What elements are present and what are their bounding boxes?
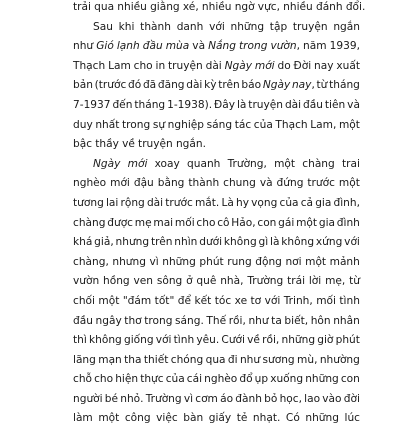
text-line: Sau khi thành danh với những tập truyện ngắn	[93, 20, 360, 33]
text-line: chối một "đám tốt" để kết tóc xe tơ với Trinh, mối tình	[73, 294, 360, 307]
text-line: lãng mạn tha thiết chóng qua đi như sương mù, nhường	[73, 353, 360, 366]
text-line: nghèo mới đậu bằng thành chung và đứng trước một	[73, 177, 360, 190]
text-line: đầu ngây thơ trong sáng. Thế rồi, như ta biết, hôn nhân	[73, 314, 360, 327]
text-line: chỗ cho hiện thực của cái nghèo đổ ụp xuống những con	[73, 373, 360, 386]
text-line: như Gió lạnh đầu mùa và Nắng trong vườn, năm 1939,	[73, 40, 360, 53]
text-line: chàng được mẹ mai mối cho cô Hảo, con gái một gia đình	[73, 216, 360, 229]
text-line: duy nhất trong sự nghiệp sáng tác của Thạch Lam, một	[73, 118, 360, 131]
text-line: 7-1937 đến tháng 1-1938). Đây là truyện dài đầu tiên và	[73, 98, 360, 111]
text-line: làm một công việc bàn giấy tẻ nhạt. Có những lúc	[73, 412, 360, 425]
text-line: trải qua nhiều giằng xé, nhiều ngờ vực, nhiều đánh đổi.	[73, 1, 366, 13]
text-line: bản (trước đó đã đăng dài kỳ trên báo Ngày nay, từ tháng	[73, 79, 360, 92]
text-line: bậc thầy về truyện ngắn.	[73, 138, 206, 151]
text-line: Thạch Lam cho in truyện dài Ngày mới do Đời nay xuất	[73, 59, 360, 72]
text-line: vườn hồng ven sông ở quê nhà, Trường trái lời mẹ, từ	[73, 275, 360, 288]
text-line: khá giả, nhưng trên nhìn dưới không gì là không xứng với	[73, 236, 360, 249]
text-line: chàng, nhưng vì những phút rung động nơi một mảnh	[73, 255, 360, 268]
text-line: người bé nhỏ. Trường vì cơm áo đành bỏ học, lao vào đời	[73, 392, 360, 405]
text-line: thì không giống với tình yêu. Cưới về rồi, những giờ phút	[73, 334, 360, 347]
text-line: Ngày mới xoay quanh Trường, một chàng trai	[93, 157, 360, 170]
body-text	[73, 0, 366, 425]
text-line: tương lai rộng dài trước mắt. Là hy vọng của cả gia đình,	[73, 196, 360, 209]
